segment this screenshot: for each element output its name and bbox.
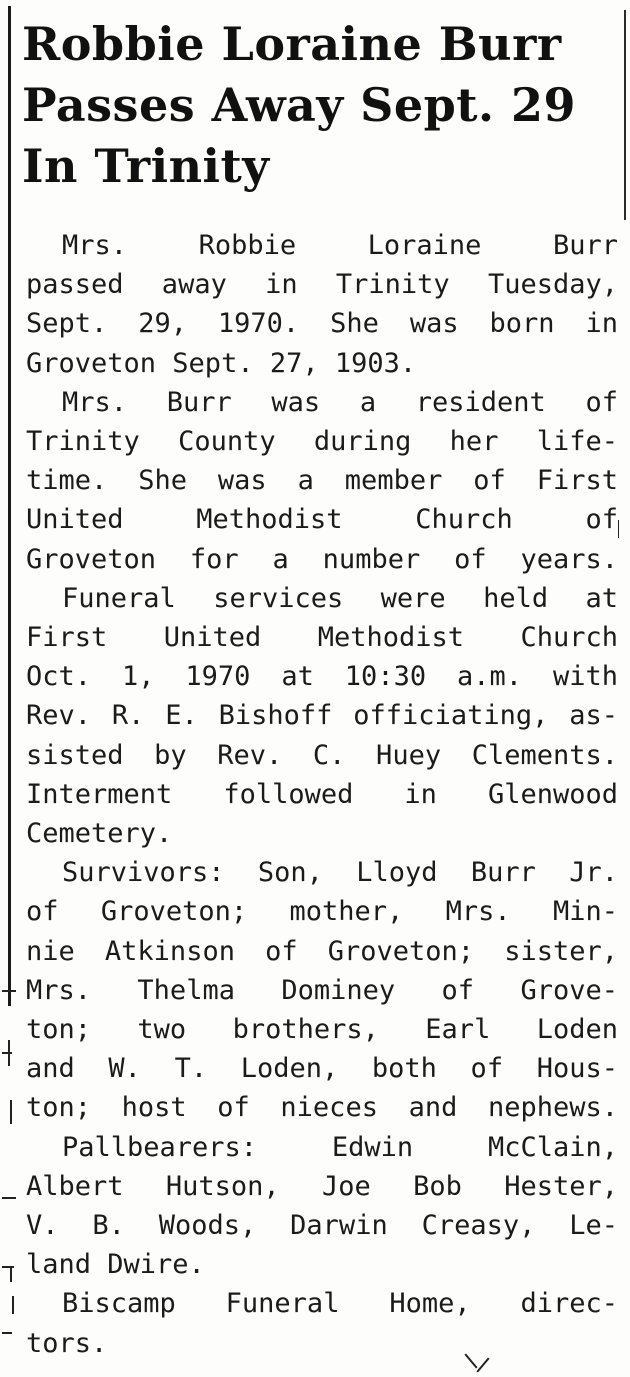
text-line: ton; two brothers, Earl Loden [26, 1014, 618, 1046]
margin-mark [10, 1268, 12, 1282]
paragraph-funeral-services [26, 579, 618, 853]
text-line: sisted by Rev. C. Huey Clements. [26, 739, 618, 771]
paragraph-pallbearers [26, 1128, 618, 1285]
text-line: and W. T. Loden, both of Hous- [26, 1053, 618, 1085]
text-line: Sept. 29, 1970. She was born in [26, 308, 618, 340]
headline [22, 14, 622, 197]
text-line: time. She was a member of First [26, 465, 618, 497]
text-line: Mrs. Thelma Dominey of Grove- [26, 974, 618, 1006]
headline-line: Robbie Loraine Burr [22, 17, 562, 71]
text-line: Rev. R. E. Bishoff officiating, as- [26, 700, 618, 732]
paragraph-funeral-home [26, 1284, 618, 1362]
headline-line: In Trinity [22, 139, 270, 193]
column-rule-right [624, 10, 626, 220]
text-line: Funeral services were held at [62, 582, 618, 614]
margin-mark [2, 1332, 12, 1334]
margin-mark [2, 1052, 12, 1054]
text-line: Albert Hutson, Joe Bob Hester, [26, 1170, 618, 1202]
paragraph-survivors [26, 853, 618, 1127]
text-line: Trinity County during her life- [26, 426, 618, 458]
text-line: passed away in Trinity Tuesday, [26, 269, 618, 301]
text-line: ton; host of nieces and nephews. [26, 1092, 618, 1124]
text-line: Mrs. Burr was a resident of [62, 386, 618, 418]
text-line: Oct. 1, 1970 at 10:30 a.m. with [26, 661, 618, 693]
text-line: of Groveton; mother, Mrs. Min- [26, 896, 618, 928]
margin-mark [10, 1100, 12, 1124]
text-line: tors. [26, 1327, 108, 1359]
paragraph-residence [26, 383, 618, 579]
text-line: United Methodist Church of [26, 504, 618, 536]
text-line: Survivors: Son, Lloyd Burr Jr. [62, 857, 618, 889]
text-line: land Dwire. [26, 1249, 205, 1281]
margin-mark [12, 1296, 14, 1314]
text-line: V. B. Woods, Darwin Creasy, Le- [26, 1210, 618, 1242]
headline-line: Passes Away Sept. 29 [22, 78, 577, 132]
text-line: Pallbearers: Edwin McClain, [62, 1131, 618, 1163]
margin-mark [2, 1266, 14, 1268]
text-line: Groveton Sept. 27, 1903. [26, 347, 417, 379]
margin-mark [2, 990, 16, 992]
text-line: First United Methodist Church [26, 622, 618, 654]
text-line: nie Atkinson of Groveton; sister, [26, 935, 618, 967]
paragraph-death-notice [26, 226, 618, 383]
article-body [26, 226, 618, 1363]
column-rule-left [8, 6, 11, 1006]
margin-mark [2, 1197, 16, 1199]
text-line: Cemetery. [26, 818, 173, 850]
text-line: Mrs. Robbie Loraine Burr [62, 230, 618, 261]
text-line: Biscamp Funeral Home, direc- [62, 1288, 618, 1320]
margin-mark [618, 520, 619, 538]
text-line: Groveton for a number of years. [26, 543, 618, 575]
text-line: Interment followed in Glenwood [26, 778, 618, 810]
